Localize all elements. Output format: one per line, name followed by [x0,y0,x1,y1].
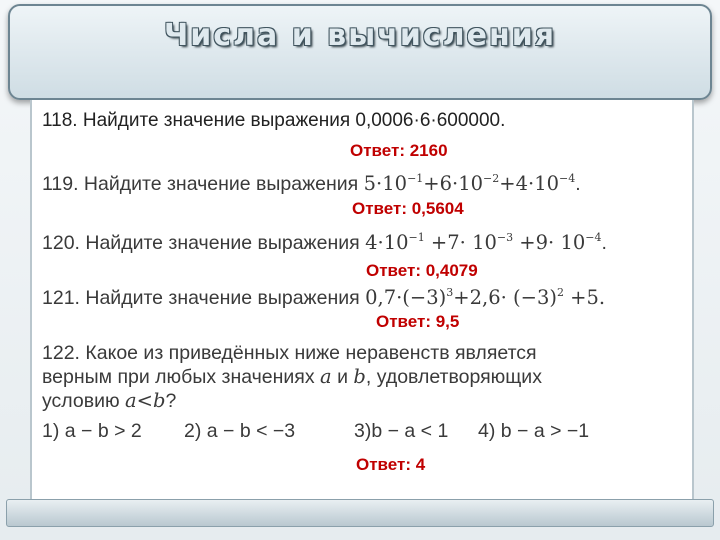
option-2: 2) a − b < −3 [184,420,296,442]
task-118: 118. Найдите значение выражения 0,0006·6·600000. [42,110,506,131]
task-119: 119. Найдите значение выражения $5\cdot 10^{-1}+6\cdot 10^{-2}+4\cdot 10^{-4}$. [42,172,581,195]
option-1: 1) a − b > 2 [42,420,142,442]
answer-122: Ответ: 4 [356,455,426,474]
slide-title: Числа и вычисления [163,18,556,53]
task-121: 121. Найдите значение выражения $0,7\cdot(-3)^3+2,6\cdot (-3)^2 +5$. [42,286,606,309]
option-3: 3)b − a < 1 [354,420,449,442]
task-122-line3: условию a<b? [42,389,177,412]
task-120: 120. Найдите значение выражения $4\cdot 10^{-1} +7\cdot 10^{-3} +9\cdot 10^{-4}$. [42,231,607,254]
answer-118: Ответ: 2160 [350,141,448,160]
footer-bar [6,499,714,527]
task-122-line1: 122. Какое из приведённых ниже неравенств является [42,342,537,364]
task-122 [42,342,622,413]
answer-120: Ответ: 0,4079 [366,261,478,280]
answer-121: Ответ: 9,5 [376,312,460,331]
task-122-line2: верным при любых значениях a и b, удовлетворяющих [42,365,542,388]
option-4: 4) b − a > −1 [478,420,590,442]
answer-119: Ответ: 0,5604 [352,199,464,218]
